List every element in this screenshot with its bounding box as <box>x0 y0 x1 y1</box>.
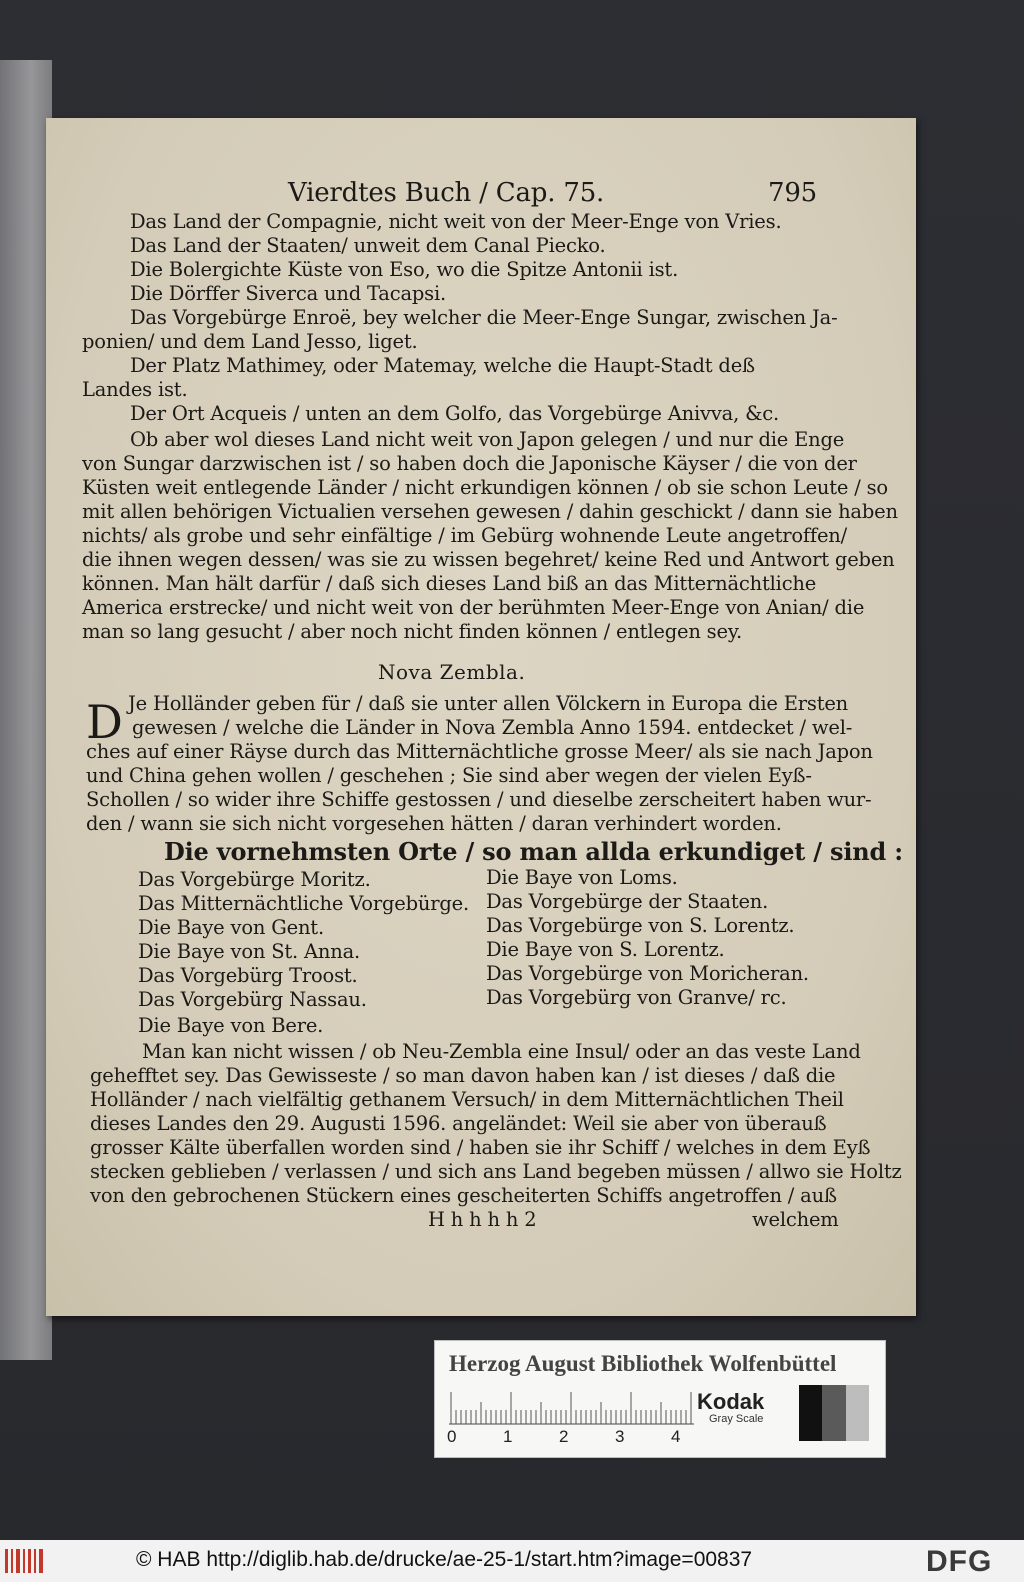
text-line: Ob aber wol dieses Land nicht weit von Japon gelegen / und nur die Enge <box>130 428 845 451</box>
gray-patch <box>846 1385 869 1441</box>
text-line: grosser Kälte überfallen worden sind / haben sie ihr Schiff / welches in dem Eyß <box>90 1136 871 1159</box>
text-line: Die Bolergichte Küste von Eso, wo die Spitze Antonii ist. <box>130 258 679 281</box>
place-item: Die Baye von Bere. <box>138 1014 324 1037</box>
text-line: können. Man hält darfür / daß sich dieses Land biß an das Mitternächtliche <box>82 572 817 595</box>
text-line: man so lang gesucht / aber noch nicht finden können / entlegen sey. <box>82 620 743 643</box>
text-line: Man kan nicht wissen / ob Neu-Zembla eine Insul/ oder an das veste Land <box>142 1040 861 1063</box>
text-line: gewesen / welche die Länder in Nova Zembla Anno 1594. entdecket / wel- <box>132 716 853 739</box>
footer-bar <box>0 1540 1024 1582</box>
ruler-scale <box>449 1391 694 1425</box>
place-item: Das Mitternächtliche Vorgebürge. <box>138 892 469 915</box>
text-line: von den gebrochenen Stückern eines gescheiterten Schiffs angetroffen / auß <box>90 1184 837 1207</box>
ruler-number: 3 <box>615 1427 625 1446</box>
ruler-number: 1 <box>503 1427 513 1446</box>
running-head: Vierdtes Buch / Cap. 75. <box>288 178 605 208</box>
ruler-number: 4 <box>671 1427 681 1446</box>
place-item: Das Vorgebürge Moritz. <box>138 868 371 891</box>
text-line: mit allen behörigen Victualien versehen gewesen / dahin geschickt / dann sie haben <box>82 500 898 523</box>
library-label: Herzog August Bibliothek Wolfenbüttel <box>449 1351 837 1376</box>
text-line: Die Dörffer Siverca und Tacapsi. <box>130 282 447 305</box>
catchword: welchem <box>752 1208 839 1231</box>
place-item: Die Baye von S. Lorentz. <box>486 938 725 961</box>
text-line: den / wann sie sich nicht vorgesehen hätten / daran verhindert worden. <box>86 812 782 835</box>
page-number: 795 <box>768 178 818 208</box>
place-item: Das Vorgebürg Nassau. <box>138 988 367 1011</box>
drop-cap: D <box>86 695 123 749</box>
text-line: die ihnen wegen dessen/ was sie zu wissen begehret/ keine Red und Antwort geben <box>82 548 895 571</box>
section-heading: Nova Zembla. <box>378 660 526 684</box>
text-line: gehefftet sey. Das Gewisseste / so man davon haben kan / ist dieses / daß die <box>90 1064 836 1087</box>
text-line: von Sungar darzwischen ist / so haben doch die Japonische Käyser / die von der <box>82 452 857 475</box>
signature-mark: H h h h h 2 <box>428 1208 537 1231</box>
text-line: Das Vorgebürge Enroë, bey welcher die Meer-Enge Sungar, zwischen Ja- <box>130 306 838 329</box>
text-line: und China gehen wollen / geschehen ; Sie sind aber wegen der vielen Eyß- <box>86 764 812 787</box>
text-line: dieses Landes den 29. Augusti 1596. angeländet: Weil sie aber von überauß <box>90 1112 827 1135</box>
text-line: nichts/ als grobe und sehr einfältige / im Gebürg wohnende Leute angetroffen/ <box>82 524 848 547</box>
place-item: Das Vorgebürge von S. Lorentz. <box>486 914 795 937</box>
gray-patch <box>822 1385 845 1441</box>
text-line: Schollen / so wider ihre Schiffe gestossen / und dieselbe zerscheitert haben wur- <box>86 788 872 811</box>
ruler-number: 2 <box>559 1427 569 1446</box>
kodak-logo: Kodak <box>697 1389 765 1414</box>
barcode-icon <box>4 1548 46 1574</box>
place-item: Das Vorgebürge von Moricheran. <box>486 962 809 985</box>
text-line: Der Platz Mathimey, oder Matemay, welche die Haupt-Stadt deß <box>130 354 755 377</box>
text-line: stecken geblieben / verlassen / und sich ans Land begeben müssen / allwo sie Holtz <box>90 1160 902 1183</box>
text-line: Landes ist. <box>82 378 188 401</box>
gray-patches <box>799 1385 869 1441</box>
place-item: Das Vorgebürg Troost. <box>138 964 358 987</box>
text-line: Holländer / nach vielfältig gethanem Versuch/ in dem Mitternächtlichen Theil <box>90 1088 844 1111</box>
place-item: Das Vorgebürge der Staaten. <box>486 890 769 913</box>
ruler-number: 0 <box>447 1427 457 1446</box>
gray-scale-label: Gray Scale <box>709 1413 764 1425</box>
color-target-card <box>434 1340 886 1458</box>
gray-patch <box>799 1385 822 1441</box>
place-item: Die Baye von St. Anna. <box>138 940 361 963</box>
text-line: ponien/ und dem Land Jesso, liget. <box>82 330 418 353</box>
place-item: Die Baye von Gent. <box>138 916 324 939</box>
copyright-link[interactable]: © HAB http://diglib.hab.de/drucke/ae-25-1/start.htm?image=00837 <box>136 1548 753 1571</box>
dfg-logo: DFG <box>926 1545 993 1578</box>
previous-page-edge <box>0 60 52 1360</box>
text-line: Das Land der Compagnie, nicht weit von der Meer-Enge von Vries. <box>130 210 782 233</box>
text-line: America erstrecke/ und nicht weit von der berühmten Meer-Enge von Anian/ die <box>82 596 865 619</box>
place-item: Das Vorgebürg von Granve/ rc. <box>486 986 787 1009</box>
text-line: ches auf einer Räyse durch das Mitternächtliche grosse Meer/ als sie nach Japon <box>86 740 873 763</box>
places-subheading: Die vornehmsten Orte / so man allda erkundiget / sind : <box>164 837 903 866</box>
place-item: Die Baye von Loms. <box>486 866 678 889</box>
text-line: Küsten weit entlegende Länder / nicht erkundigen können / ob sie schon Leute / so <box>82 476 888 499</box>
text-line: Je Holländer geben für / daß sie unter allen Völckern in Europa die Ersten <box>128 692 849 715</box>
text-line: Der Ort Acqueis / unten an dem Golfo, das Vorgebürge Anivva, &c. <box>130 402 779 425</box>
text-line: Das Land der Staaten/ unweit dem Canal Piecko. <box>130 234 606 257</box>
